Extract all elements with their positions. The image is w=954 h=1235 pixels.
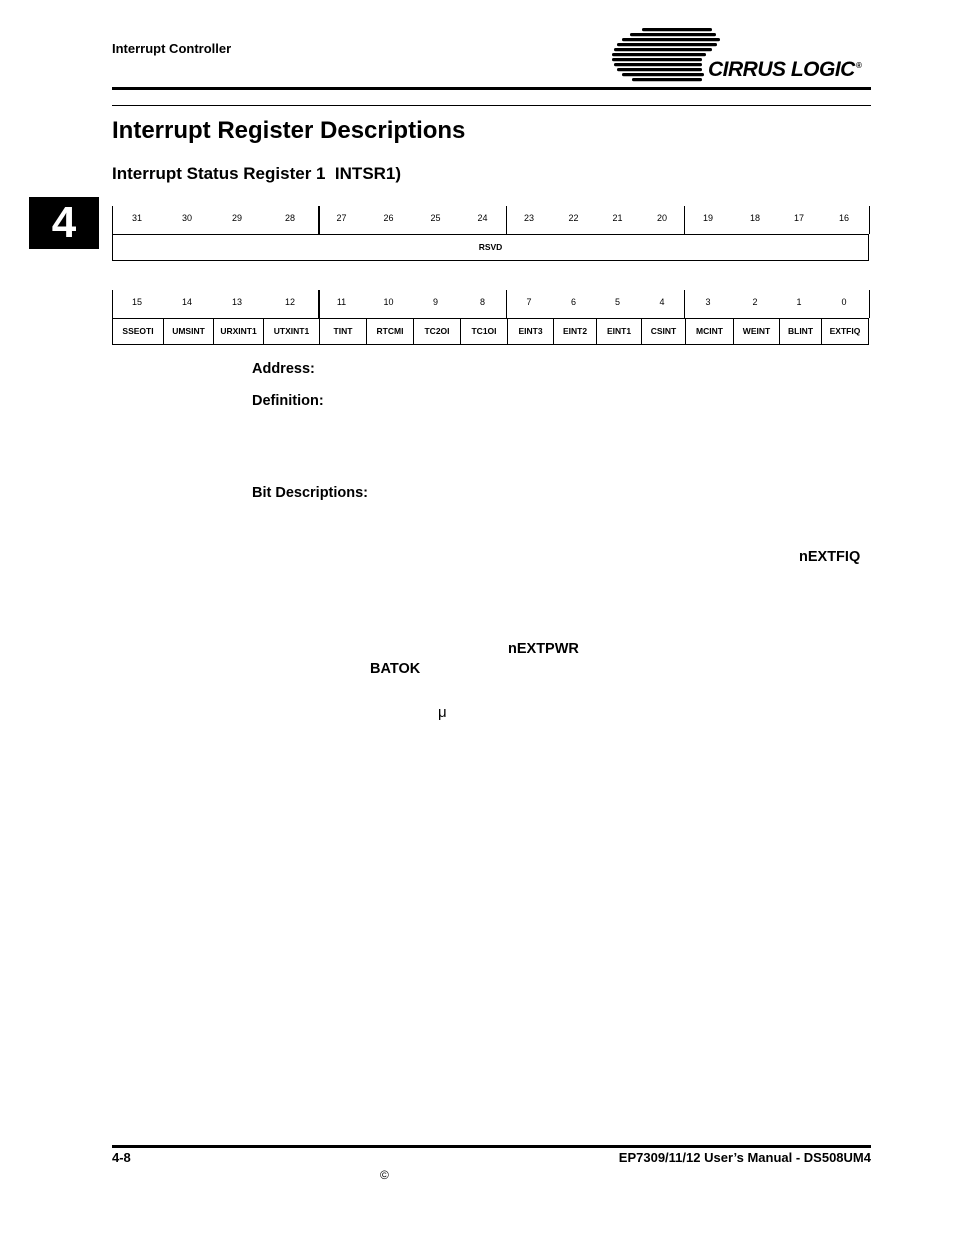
bit-number: 28 [284, 213, 295, 223]
register-field: SSEOTI [122, 326, 154, 336]
bit-number: 25 [430, 213, 441, 223]
bit-number: 0 [841, 297, 847, 307]
logo-wordmark [708, 58, 861, 82]
bit-number: 21 [612, 213, 623, 223]
address-label: Address: [252, 361, 315, 377]
bit-number: 12 [284, 297, 295, 307]
bit-number: 16 [838, 213, 849, 223]
bit-number: 10 [383, 297, 394, 307]
register-field: TINT [319, 319, 366, 344]
register-field: EINT1 [596, 319, 641, 344]
bit-number: 9 [432, 297, 438, 307]
upper-register-table [112, 206, 869, 261]
bit-number: 13 [231, 297, 242, 307]
bit-number: 31 [131, 213, 142, 223]
register-field: EINT2 [553, 319, 596, 344]
chapter-tab: 4 [29, 197, 99, 249]
register-field: URXINT1 [213, 319, 263, 344]
registered-mark: ® [855, 61, 862, 70]
running-header: Interrupt Controller [112, 41, 232, 56]
lower-register-table [112, 290, 869, 345]
lower-field-row [112, 318, 869, 345]
bit-number: 8 [479, 297, 485, 307]
register-field: TC2OI [413, 319, 460, 344]
bit-descriptions-label: Bit Descriptions: [252, 485, 369, 501]
bit-number: 20 [656, 213, 667, 223]
register-field: RTCMI [366, 319, 413, 344]
batok-label: BATOK [370, 661, 421, 677]
bit-number: 26 [383, 213, 394, 223]
bit-number: 17 [793, 213, 804, 223]
page-title: Interrupt Register Descriptions [112, 117, 466, 144]
bit-number: 19 [702, 213, 713, 223]
bit-number: 29 [231, 213, 242, 223]
bit-number: 3 [705, 297, 711, 307]
manual-title: EP7309/11/12 User’s Manual - DS508UM4 [618, 1150, 871, 1165]
nextpwr-label: nEXTPWR [508, 641, 579, 657]
register-field: MCINT [685, 319, 733, 344]
bit-number: 5 [614, 297, 620, 307]
micro-symbol: μ [438, 704, 447, 721]
upper-bit-numbers [112, 206, 869, 234]
bit-number: 7 [526, 297, 532, 307]
bit-number: 2 [752, 297, 758, 307]
logo-text: CIRRUS LOGIC [708, 58, 855, 81]
register-field: EXTFIQ [821, 319, 868, 344]
register-field: EINT3 [507, 319, 553, 344]
bit-number: 11 [336, 297, 347, 307]
bit-number: 27 [336, 213, 347, 223]
register-field: WEINT [733, 319, 779, 344]
register-heading: Interrupt Status Register 1 INTSR1) [112, 164, 402, 183]
header-rule-thin [112, 105, 871, 106]
upper-field-row [112, 234, 869, 261]
bit-number: 30 [181, 213, 192, 223]
register-field: RSVD [478, 242, 503, 252]
register-field: CSINT [641, 319, 685, 344]
bit-number: 24 [477, 213, 488, 223]
register-field: BLINT [779, 319, 821, 344]
definition-label: Definition: [252, 393, 324, 409]
bit-number: 6 [570, 297, 576, 307]
bit-number: 22 [568, 213, 579, 223]
header-rule [112, 87, 871, 90]
nextfiq-label: nEXTFIQ [799, 549, 861, 565]
bit-number: 4 [659, 297, 665, 307]
bit-number: 18 [749, 213, 760, 223]
bit-number: 14 [181, 297, 192, 307]
footer-rule [112, 1145, 871, 1148]
copyright-symbol: © [380, 1168, 389, 1182]
register-field: UTXINT1 [263, 319, 319, 344]
lower-bit-numbers [112, 290, 869, 318]
bit-number: 15 [131, 297, 142, 307]
bit-number: 23 [523, 213, 534, 223]
register-field: UMSINT [163, 319, 213, 344]
register-field: TC1OI [460, 319, 507, 344]
bit-number: 1 [796, 297, 802, 307]
page-number: 4-8 [112, 1150, 131, 1165]
